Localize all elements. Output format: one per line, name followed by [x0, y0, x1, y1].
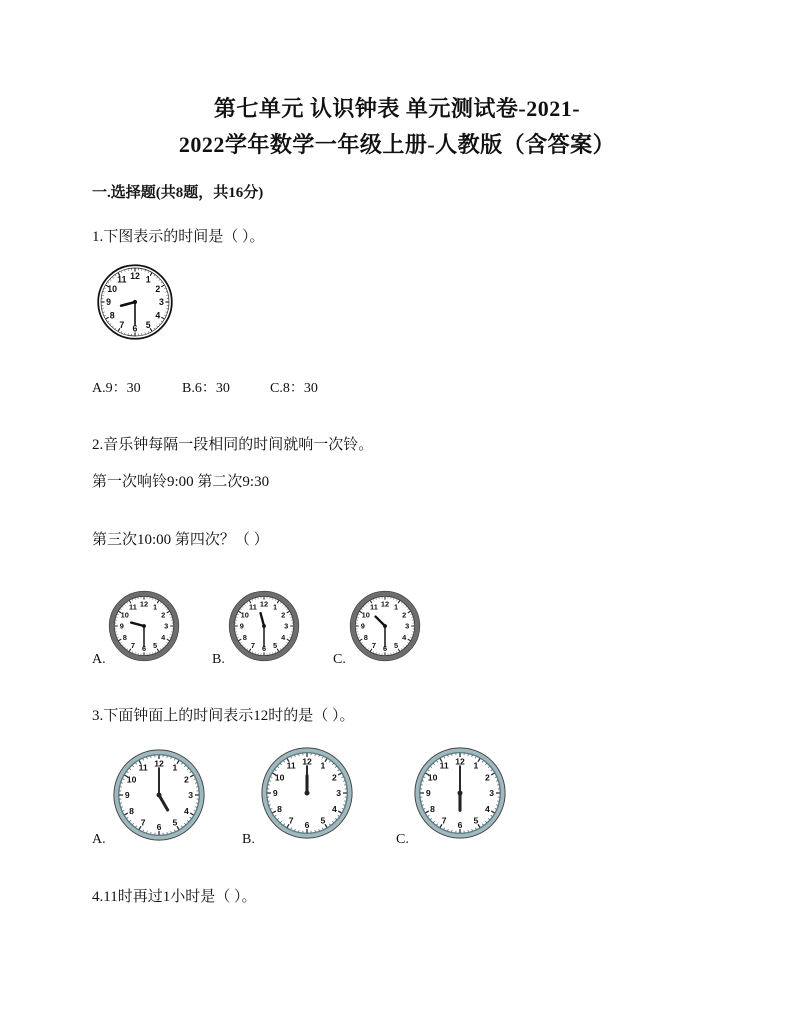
clock-numeral: 10: [107, 283, 118, 294]
clock-numeral: 2: [155, 283, 161, 294]
option-b[interactable]: B.: [212, 652, 225, 667]
clock-numeral: 2: [161, 610, 166, 620]
clock-numeral: 3: [158, 297, 164, 308]
option-a[interactable]: A.9：30: [92, 381, 141, 396]
clock-numeral: 8: [129, 805, 134, 816]
clock-numeral: 3: [405, 621, 410, 631]
clock-numeral: 2: [281, 610, 286, 620]
clock-center: [305, 791, 310, 796]
clock-numeral: 6: [141, 643, 147, 653]
clock-numeral: 2: [184, 774, 189, 785]
clock-numeral: 9: [425, 788, 431, 799]
clock-center: [133, 300, 137, 304]
clock-numeral: 4: [184, 805, 189, 816]
clock-numeral: 1: [273, 602, 278, 612]
clock-numeral: 3: [489, 788, 495, 799]
clock-numeral: 4: [281, 632, 286, 642]
clock-numeral: 5: [145, 320, 151, 331]
question-1-text: 1.下图表示的时间是（ ）。: [92, 229, 265, 245]
clock-numeral: 5: [473, 815, 479, 826]
clock-numeral: 11: [286, 760, 296, 771]
clock-numeral: 1: [394, 602, 399, 612]
clock-numeral: 11: [128, 602, 137, 612]
clock-numeral: 7: [130, 640, 135, 650]
clock-numeral: 4: [485, 803, 490, 814]
clock-numeral: 6: [304, 819, 310, 830]
question-2-text: 2.音乐钟每隔一段相同的时间就响一次铃。: [92, 437, 374, 453]
clock-q2-a: [107, 589, 181, 663]
option-c[interactable]: C.: [396, 832, 409, 847]
clock-numeral: 10: [427, 772, 438, 783]
section-heading: 一.选择题(共8题，共16分): [92, 185, 264, 201]
clock-numeral: 10: [120, 610, 129, 620]
clock-numeral: 4: [155, 310, 161, 321]
clock-numeral: 8: [363, 632, 368, 642]
clock-numeral: 1: [473, 760, 479, 771]
clock-center: [262, 624, 266, 628]
clock-numeral: 12: [302, 756, 312, 767]
clock-numeral: 12: [130, 270, 140, 281]
clock-numeral: 3: [164, 621, 169, 631]
clock-numeral: 3: [188, 790, 194, 801]
question-2-line-2: 第一次响铃9:00 第二次9:30: [92, 474, 270, 490]
clock-numeral: 9: [119, 621, 124, 631]
clock-numeral: 11: [117, 274, 127, 285]
clock-numeral: 12: [455, 756, 465, 767]
clock-numeral: 2: [332, 772, 337, 783]
option-a[interactable]: A.: [92, 652, 106, 667]
clock-numeral: 8: [277, 803, 282, 814]
title-line-1: 第七单元 认识钟表 单元测试卷-2021-: [213, 96, 581, 121]
clock-numeral: 9: [106, 297, 112, 308]
question-3-text: 3.下面钟面上的时间表示12时的是（ ）。: [92, 708, 355, 724]
clock-numeral: 4: [332, 803, 337, 814]
clock-numeral: 6: [457, 819, 463, 830]
clock-numeral: 8: [122, 632, 127, 642]
title-line-2: 2022学年数学一年级上册-人教版（含答案）: [178, 132, 616, 157]
option-c[interactable]: C.8：30: [270, 381, 318, 396]
clock-numeral: 5: [153, 640, 158, 650]
question-2-line-3: 第三次10:00 第四次？（ ）: [92, 532, 269, 548]
clock-q1: [95, 262, 175, 342]
clock-numeral: 2: [485, 772, 490, 783]
clock-numeral: 7: [371, 640, 376, 650]
clock-numeral: 5: [320, 815, 326, 826]
clock-numeral: 4: [161, 632, 166, 642]
clock-q3-b: [259, 745, 355, 841]
clock-numeral: 10: [126, 774, 137, 785]
clock-numeral: 11: [248, 602, 257, 612]
clock-numeral: 8: [430, 803, 435, 814]
clock-numeral: 7: [441, 815, 447, 826]
clock-numeral: 8: [109, 310, 115, 321]
clock-numeral: 11: [369, 602, 378, 612]
clock-numeral: 7: [288, 815, 294, 826]
clock-numeral: 10: [274, 772, 285, 783]
clock-numeral: 2: [402, 610, 407, 620]
clock-q3-a: [111, 747, 207, 843]
clock-numeral: 9: [360, 621, 365, 631]
clock-numeral: 6: [156, 821, 162, 832]
clock-numeral: 1: [145, 274, 151, 285]
clock-center: [458, 791, 463, 796]
clock-numeral: 11: [439, 760, 449, 771]
clock-numeral: 5: [273, 640, 278, 650]
clock-numeral: 7: [250, 640, 255, 650]
clock-center: [142, 624, 146, 628]
option-b[interactable]: B.: [242, 832, 255, 847]
clock-numeral: 5: [394, 640, 399, 650]
clock-numeral: 12: [380, 599, 390, 609]
clock-center: [383, 624, 387, 628]
clock-numeral: 10: [361, 610, 370, 620]
clock-numeral: 9: [272, 788, 278, 799]
clock-q2-c: [348, 589, 422, 663]
clock-q3-c: [412, 745, 508, 841]
clock-q2-b: [227, 589, 301, 663]
clock-numeral: 1: [320, 760, 326, 771]
clock-numeral: 1: [153, 602, 158, 612]
clock-numeral: 10: [240, 610, 249, 620]
clock-numeral: 9: [239, 621, 244, 631]
clock-numeral: 9: [124, 790, 130, 801]
option-a[interactable]: A.: [92, 832, 106, 847]
question-4-text: 4.11时再过1小时是（ ）。: [92, 889, 257, 905]
clock-center: [157, 793, 162, 798]
clock-numeral: 3: [284, 621, 289, 631]
option-b[interactable]: B.6：30: [182, 381, 230, 396]
option-c[interactable]: C.: [333, 652, 346, 667]
clock-numeral: 6: [132, 323, 138, 334]
clock-numeral: 6: [382, 643, 388, 653]
clock-numeral: 5: [172, 817, 178, 828]
clock-numeral: 12: [139, 599, 149, 609]
clock-numeral: 3: [336, 788, 342, 799]
clock-numeral: 12: [259, 599, 269, 609]
clock-numeral: 11: [138, 762, 148, 773]
clock-numeral: 12: [154, 758, 164, 769]
clock-numeral: 1: [172, 762, 178, 773]
clock-numeral: 7: [119, 320, 125, 331]
clock-numeral: 7: [140, 817, 146, 828]
clock-numeral: 4: [402, 632, 407, 642]
clock-numeral: 8: [242, 632, 247, 642]
clock-numeral: 6: [261, 643, 267, 653]
